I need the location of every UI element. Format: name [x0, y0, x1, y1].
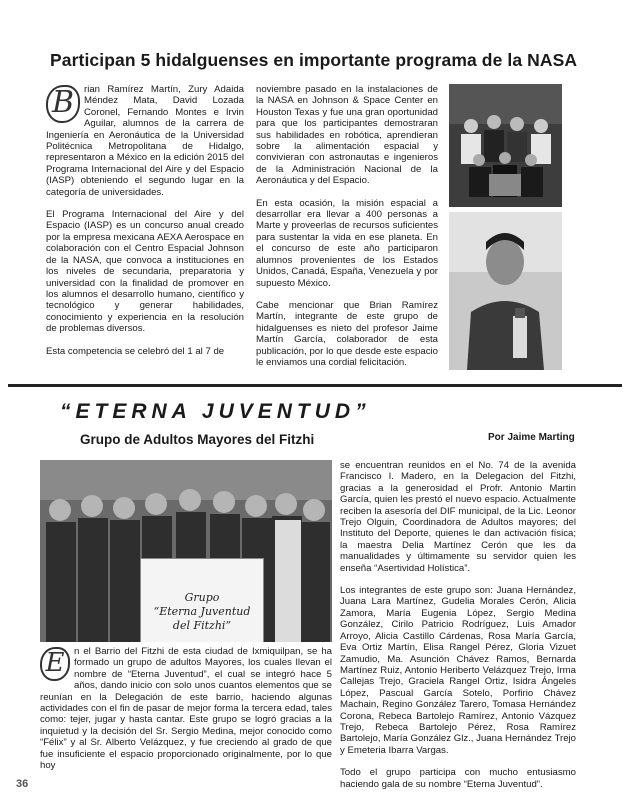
article1-headline: Participan 5 hidalguenses en importante programa de la NASA — [50, 50, 578, 70]
article2-column-2 — [340, 460, 576, 801]
article2-col2-para-1: se encuentran reunidos en el No. 74 de la avenida Francisco I. Madero, en la Delegacion del Fitzhi, gracias a la generosidad el Profr. Antonio Martin García, quien les prestó el nuevo espacio. Actualmente reciben la asesoría del DIF municipal, de la Lic. Leonor Trejo Olguin, Coordinadora de Adultos mayores; del Instituto del Deporte, quienes le dan activación física; la maestra Delia Martínez Cerón que les da manualidades y últimamente su servidor quien les enseña “Asertividad Holística”. — [340, 460, 576, 574]
article2-column-1 — [40, 646, 332, 782]
article2-byline: Por Jaime Marting — [488, 432, 575, 443]
drop-cap: E — [40, 647, 70, 681]
article1-column-2 — [256, 84, 438, 379]
article1-col2-para-1: noviembre pasado en la instalaciones de la NASA en Johnson & Space Center en Houston Texas y fue una gran oportunidad para que los participantes demostraran sus habilidades en robótica, aprendieran sobre la alimentación espacial y convivieran con astronautas e ingenieros de la Administración Nacional de la Aeronáutica y del Espacio. — [256, 84, 438, 187]
student-portrait-photo — [449, 212, 562, 370]
page-number: 36 — [16, 778, 29, 790]
group-photo — [40, 460, 332, 642]
article2-col2-para-2: Los integrantes de este grupo son: Juana Hernández, Juana Lara Martínez, Gudelia Morales Cerón, Alicia Zamora, María Eugenia López, Sergio Medina González, Cirilo Patricio Rodríguez, Luis Amador Arroyo, Alicia Castillo Cárdenas, Rosa María García, Eva Ortiz Martín, Elisa Rangel Pérez, Gloria Vizuet Zamudio, Ma. Asunción Chávez Ramos, Bernarda Martínez Ruiz, Antonio Heriberto Velázquez Trejo, Irma Callejas Trejo, Graciela Rangel Ortiz, Isidra Ángeles López, Pascual García Sotelo, Porfirio Chávez Machain, Regino González Tarero, Tomasa Hernández Corona, Rebeca Bartolejo Ramírez, Antonio Vázquez Trejo, Rebeca Bartolejo Pérez, Rosa Ramírez Bartolejo, María González Glz., Juana Hernández Trejo y Emeteria Ibarra Vargas. — [340, 585, 576, 756]
article2-title: “ETERNA JUVENTUD” — [60, 400, 371, 423]
article1-column-1 — [46, 84, 244, 368]
article1-col1-para-1: B rian Ramírez Martín, Zury Adaida Méndez Mata, David Lozada Coronel, Fernando Montes e Irvin Aguilar, alumnos de la carrera de Ingeniería en Aeronáutica de la Universidad Politécnica Metropolitana de Hidalgo, representaron a México en la edición 2015 del Programa Internacional del Aire y del Espacio (IASP) obteniendo el segundo lugar en la categoría de universidades. — [46, 84, 244, 198]
article1-col1-para-3: Esta competencia se celebró del 1 al 7 de — [46, 345, 225, 357]
drop-cap: B — [46, 85, 80, 123]
article2-subtitle: Grupo de Adultos Mayores del Fitzhi — [80, 432, 315, 447]
article2-col1-para-1: E n el Barrio del Fitzhi de esta ciudad de Ixmiquilpan, se ha formado un grupo de adultos Mayores, los cuales llevan el nombre de “Eterna Juventud”, el cual se integró hace 5 años, dando inicio con solo unos cuantos elementos que se reunían en la Delegación de este barrio, haciendo algunas actividades con el fin de pasar de mejor forma la tercera edad, tales como: tejer, jugar y hasta cantar. Este grupo se logró gracias a la inquietud y la decisión del Sr. Sergio Medina, mejor conocido como “Félix” y al Sr. Alberto Velázquez, y fue creciendo al grado de que fue insuficiente el espacio proporcionado originalmente, por lo que hoy — [40, 646, 332, 772]
section-divider — [8, 384, 622, 387]
article1-col2-para-2: En esta ocasión, la misión espacial a desarrollar era llevar a 400 personas a Marte y proveerlas de recursos suficientes para sustentar la vida en ese planeta. En el concurso de este año participaron alumnos provenientes de los Estados Unidos, Canadá, España, Venezuela y por supuesto México. — [256, 197, 438, 289]
astronaut-group-photo — [449, 84, 562, 207]
article2-col2-para-3: Todo el grupo participa con mucho entusiasmo haciendo gala de su nombre “Eterna Juventud”. — [340, 767, 576, 790]
article1-col1-para-2: El Programa Internacional del Aire y del Espacio (IASP) es un concurso anual creado por la empresa mexicana AEXA Aerospace en colaboración con el Centro Espacial Johnson de la NASA, que convoca a instituciones en los niveles de secundaria, preparatoria y universidad con la finalidad de promover en los alumnos el desarrollo humano, científico y tecnológico y generar habilidades, conocimiento y experiencia en la resolución de problemas diversos. — [46, 209, 244, 335]
group-sign: Grupo “Eterna Juventud del Fitzhi” — [140, 558, 264, 642]
article1-col2-para-3: Cabe mencionar que Brian Ramírez Martín, integrante de este grupo de hidalguenses es nieto del profesor Jaime Martín García, colaborador de esta publicación, por lo que desde este espacio le enviamos una cordial felicitación. — [256, 299, 438, 368]
